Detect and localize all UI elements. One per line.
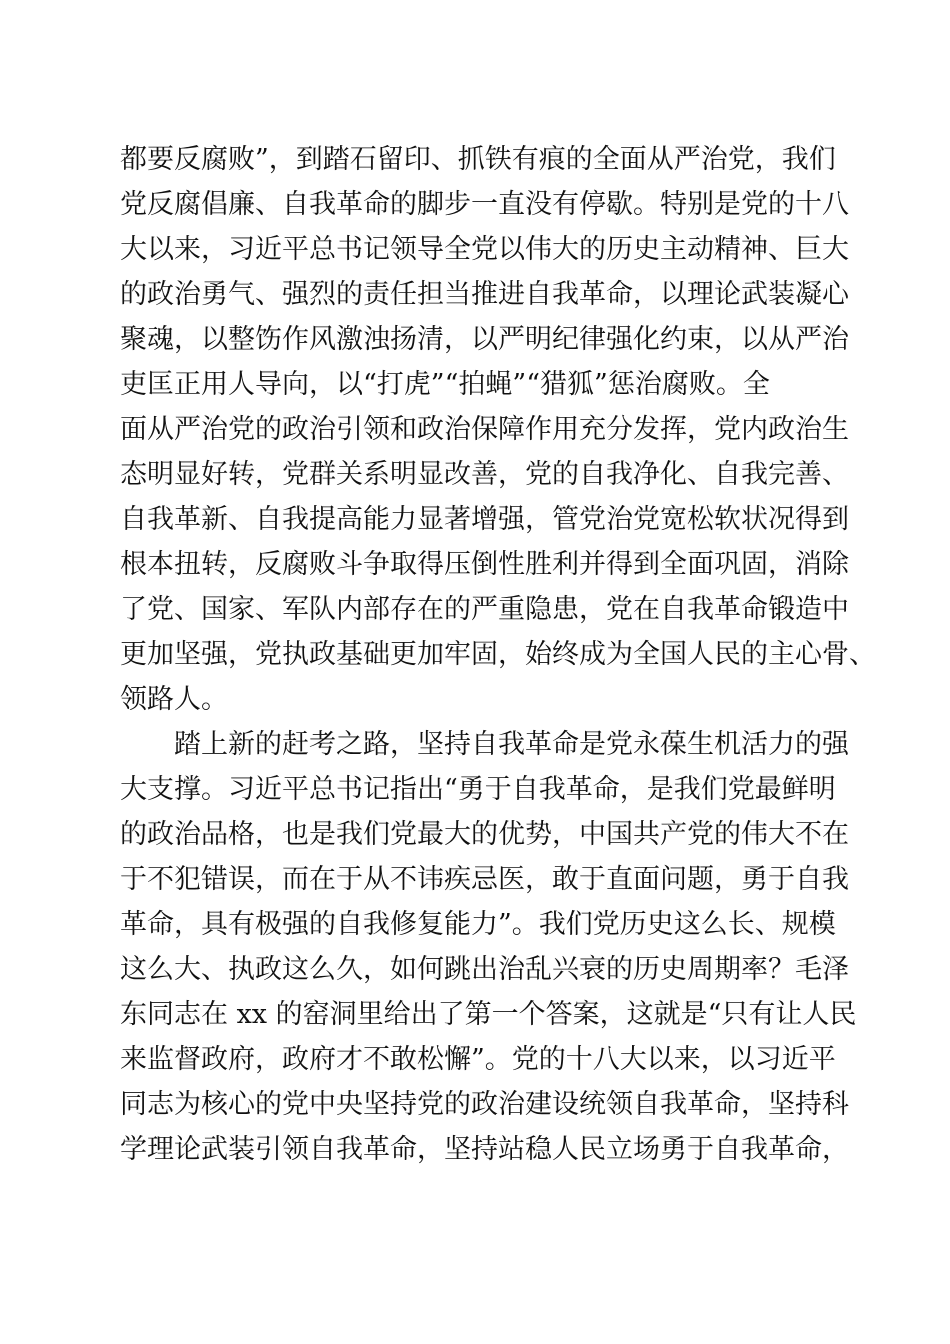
paragraph-line: 了党、国家、军队内部存在的严重隐患，党在自我革命锻造中 [120, 594, 849, 625]
paragraph-line: 的政治勇气、强烈的责任担当推进自我革命，以理论武装凝心 [120, 279, 849, 310]
paragraph-line: 于不犯错误，而在于从不讳疾忌医，敢于直面问题，勇于自我 [120, 864, 849, 895]
paragraph-line: 自我革新、自我提高能力显著增强，管党治党宽松软状况得到 [120, 504, 849, 535]
paragraph-line: 同志为核心的党中央坚持党的政治建设统领自我革命，坚持科 [120, 1089, 849, 1120]
paragraph-line: 来监督政府，政府才不敢松懈”。党的十八大以来，以习近平 [120, 1044, 836, 1075]
paragraph-line: 党反腐倡廉、自我革命的脚步一直没有停歇。特别是党的十八 [120, 189, 849, 220]
paragraph-line: 东同志在 xx 的窑洞里给出了第一个答案，这就是“只有让人民 [120, 999, 857, 1030]
paragraph-line: 都要反腐败”，到踏石留印、抓铁有痕的全面从严治党，我们 [120, 144, 836, 175]
paragraph-line: 的政治品格，也是我们党最大的优势，中国共产党的伟大不在 [120, 819, 849, 850]
paragraph-line: 更加坚强，党执政基础更加牢固，始终成为全国人民的主心骨、 [120, 639, 876, 670]
paragraph-line: 大以来，习近平总书记领导全党以伟大的历史主动精神、巨大 [120, 234, 849, 265]
paragraph-line: 学理论武装引领自我革命，坚持站稳人民立场勇于自我革命， [120, 1134, 849, 1165]
paragraph-line: 领路人。 [120, 684, 228, 715]
paragraph-line: 革命，具有极强的自我修复能力”。我们党历史这么长、规模 [120, 909, 836, 940]
paragraph-line: 吏匡正用人导向，以“打虎”“拍蝇”“猎狐”惩治腐败。全 [120, 369, 770, 400]
paragraph-line: 根本扭转，反腐败斗争取得压倒性胜利并得到全面巩固，消除 [120, 549, 849, 580]
paragraph-line: 面从严治党的政治引领和政治保障作用充分发挥，党内政治生 [120, 414, 849, 445]
paragraph-line: 态明显好转，党群关系明显改善，党的自我净化、自我完善、 [120, 459, 849, 490]
paragraph-line: 聚魂，以整饬作风激浊扬清，以严明纪律强化约束，以从严治 [120, 324, 849, 355]
paragraph-line: 大支撑。习近平总书记指出“勇于自我革命，是我们党最鲜明 [120, 774, 836, 805]
paragraph-first-line: 踏上新的赶考之路，坚持自我革命是党永葆生机活力的强 [174, 729, 849, 760]
paragraph-line: 这么大、执政这么久，如何跳出治乱兴衰的历史周期率？毛泽 [120, 954, 849, 985]
